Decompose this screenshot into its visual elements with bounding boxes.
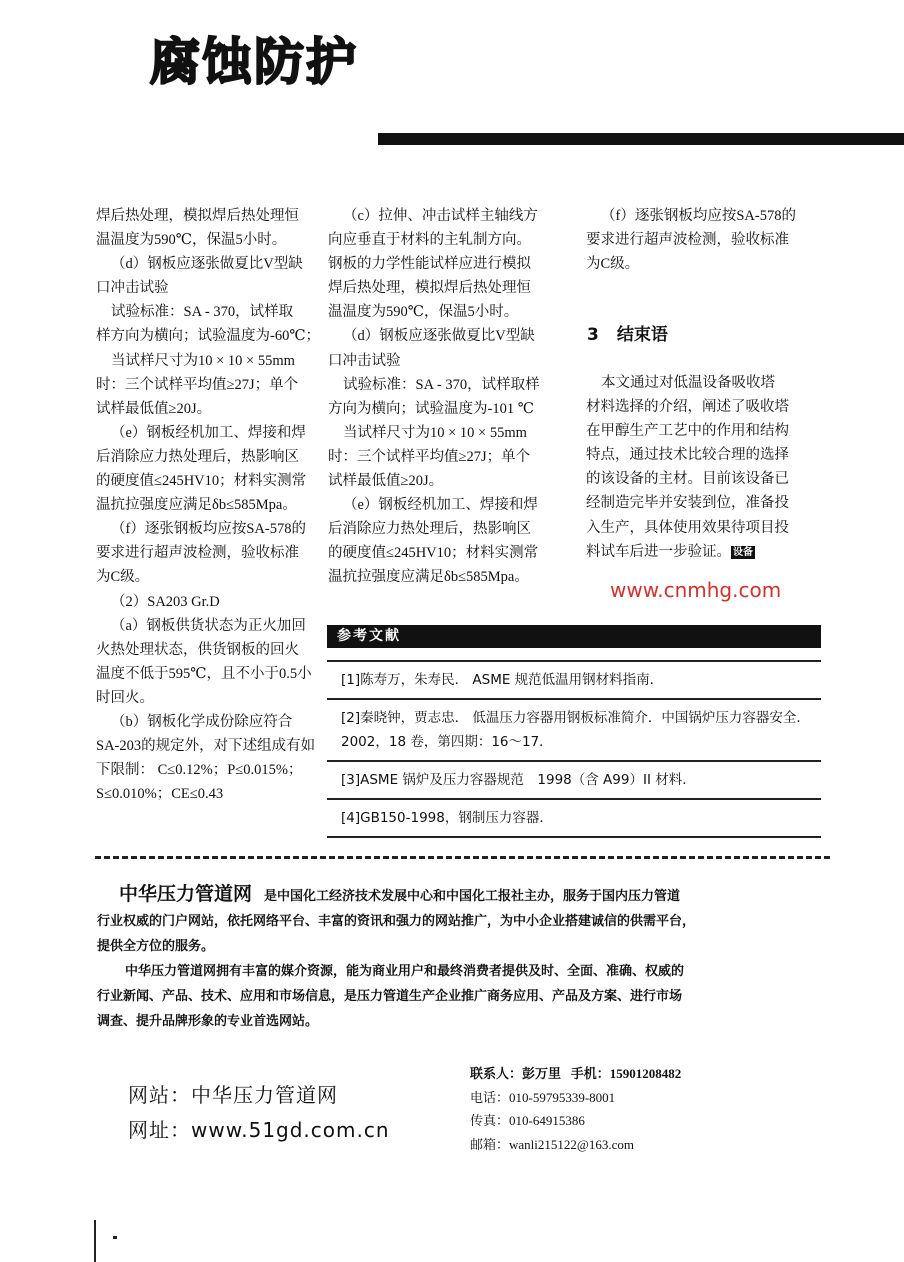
text-line: 要求进行超声波检测，验收标准	[96, 545, 299, 562]
text-line: 口冲击试验	[96, 280, 169, 297]
text-line: （d）钢板应逐张做夏比V型缺	[343, 328, 535, 345]
contact-person: 联系人：彭万里	[470, 1066, 562, 1081]
header-rule	[378, 133, 904, 145]
site-name: 网站：中华压力管道网	[128, 1083, 338, 1107]
text-column-1	[96, 204, 322, 806]
text-line: 后消除应力热处理后，热影响区	[328, 521, 531, 538]
text-line: 的硬度值≤245HV10；材料实测常	[96, 473, 307, 490]
text-line: 材料选择的介绍，阐述了吸收塔	[586, 399, 789, 416]
text-line: （e）钢板经机加工、焊接和焊	[111, 424, 306, 441]
text-line: （d）钢板应逐张做夏比V型缺	[111, 256, 303, 273]
text-line: 温温度为590℃，保温5小时。	[96, 232, 287, 249]
text-line: 当试样尺寸为10 × 10 × 55mm	[343, 424, 527, 441]
ad-text: 行业新闻、产品、技术、应用和市场信息，是压力管道生产企业推广商务应用、产品及方案、进行市场	[97, 988, 683, 1003]
references-title: 参考文献	[337, 628, 401, 644]
text-line: （f）逐张钢板均应按SA-578的	[111, 521, 306, 538]
text-line: SA-203的规定外，对下述组成有如	[96, 738, 316, 755]
text-line: （e）钢板经机加工、焊接和焊	[343, 497, 538, 514]
text-line: 料试车后进一步验证。 设备	[586, 543, 753, 560]
conclusion-text	[586, 371, 831, 564]
text-line: 的硬度值≤245HV10；材料实测常	[328, 545, 539, 562]
text-line: 焊后热处理，模拟焊后热处理恒	[96, 208, 299, 224]
contact-mobile: 手机：15901208482	[570, 1066, 682, 1081]
text-line: 下限制： C≤0.12%；P≤0.015%；	[96, 762, 303, 779]
reference-item: [3]ASME 锅炉及压力容器规范 1998（含 A99）II 材料．	[327, 760, 821, 798]
contact-block	[470, 1062, 681, 1156]
section-title: 腐蚀防护	[150, 33, 358, 91]
text-line: 经制造完毕并安装到位，准备投	[586, 495, 789, 512]
text-line: 特点，通过技术比较合理的选择	[586, 447, 789, 464]
text-line: 焊后热处理，模拟焊后热处理恒	[328, 280, 531, 297]
text-line: 方向为横向；试验温度为-101 ℃	[328, 400, 534, 417]
text-line: 试验标准：SA - 370，试样取	[111, 304, 294, 321]
watermark: www.cnmhg.com	[610, 578, 782, 602]
contact-fax: 传真：010-64915386	[470, 1113, 585, 1128]
text-line: 入生产，具体使用效果待项目投	[586, 519, 789, 536]
text-line: （2）SA203 Gr.D	[111, 593, 220, 610]
ad-text: 是中国化工经济技术发展中心和中国化工报社主办，服务于国内压力管道	[264, 888, 681, 903]
text-line: 温温度为590℃，保温5小时。	[328, 304, 519, 321]
site-url[interactable]: 网址：www.51gd.com.cn	[128, 1118, 390, 1142]
website-block	[128, 1078, 390, 1148]
text-line: 的该设备的主材。目前该设备已	[586, 471, 789, 488]
text-line: 要求进行超声波检测，验收标准	[586, 232, 789, 249]
references-header	[327, 625, 821, 648]
text-line: （b）钢板化学成份除应符合	[111, 713, 293, 730]
text-line: 试样最低值≥20J。	[328, 473, 444, 490]
ad-text: 提供全方位的服务。	[97, 938, 215, 953]
conclusion-heading	[587, 320, 686, 345]
text-line: 钢板的力学性能试样应进行模拟	[328, 256, 531, 273]
contact-email[interactable]: 邮箱：wanli215122@163.com	[470, 1136, 634, 1152]
text-line: 时：三个试样平均值≥27J；单个	[328, 448, 531, 465]
text-line: 当试样尺寸为10 × 10 × 55mm	[111, 352, 295, 369]
text-line: 温抗拉强度应满足δb≤585Mpa。	[96, 497, 297, 514]
text-line: 向应垂直于材料的主轧制方向。	[328, 232, 531, 249]
text-line: 样方向为横向；试验温度为-60℃；	[96, 328, 321, 345]
ad-text: 中华压力管道网拥有丰富的媒介资源，能为商业用户和最终消费者提供及时、全面、准确、权威的	[125, 963, 685, 978]
text-line: 为C级。	[96, 569, 150, 586]
text-line: 后消除应力热处理后，热影响区	[96, 448, 299, 465]
ad-brand: 中华压力管道网	[119, 883, 253, 905]
advertisement	[97, 882, 837, 1033]
text-line: 火热处理状态，供货钢板的回火	[96, 641, 299, 658]
text-line: 温抗拉强度应满足δb≤585Mpa。	[328, 569, 529, 586]
text-line: （f）逐张钢板均应按SA-578的	[601, 208, 796, 224]
end-mark-icon: 设备	[733, 546, 753, 558]
heading-title: 结束语	[616, 325, 668, 345]
references-list	[327, 660, 821, 838]
text-line: S≤0.010%；CE≤0.43	[96, 786, 224, 803]
ad-text: 调查、提升品牌形象的专业首选网站。	[97, 1013, 319, 1028]
reference-item: [2]秦晓钟，贾志忠． 低温压力容器用钢板标准简介．中国锅炉压力容器安全．2002，18 卷，第四期：16～17．	[327, 698, 821, 760]
text-line: 时回火。	[96, 689, 154, 706]
text-line: 在甲醇生产工艺中的作用和结构	[586, 423, 789, 440]
contact-phone: 电话：010-59795339-8001	[470, 1089, 616, 1105]
reference-item: [4]GB150-1998，钢制压力容器．	[327, 798, 821, 838]
text-line: 温度不低于595℃，且不小于0.5小	[96, 665, 312, 682]
text-line: （c）拉伸、冲击试样主轴线方	[343, 208, 538, 224]
dashed-divider	[95, 856, 830, 859]
text-line: 口冲击试验	[328, 352, 401, 369]
text-line: 试样最低值≥20J。	[96, 400, 212, 417]
text-line: 为C级。	[586, 256, 640, 273]
text-line: 试验标准：SA - 370，试样取样	[343, 376, 540, 393]
text-column-2	[328, 204, 578, 590]
reference-item: [1]陈寿万，朱寿民． ASME 规范低温用钢材料指南．	[327, 660, 821, 698]
page-edge-dot	[113, 1236, 117, 1239]
text-line: 本文通过对低温设备吸收塔	[601, 375, 775, 391]
heading-number: 3	[587, 325, 599, 345]
text-column-3	[586, 204, 831, 276]
text-line: （a）钢板供货状态为正火加回	[111, 617, 306, 634]
page-edge-mark	[94, 1220, 96, 1262]
ad-text: 行业权威的门户网站，依托网络平台、丰富的资讯和强力的网站推广，为中小企业搭建诚信的供需平台，	[97, 913, 696, 928]
text-line: 时：三个试样平均值≥27J；单个	[96, 376, 299, 393]
